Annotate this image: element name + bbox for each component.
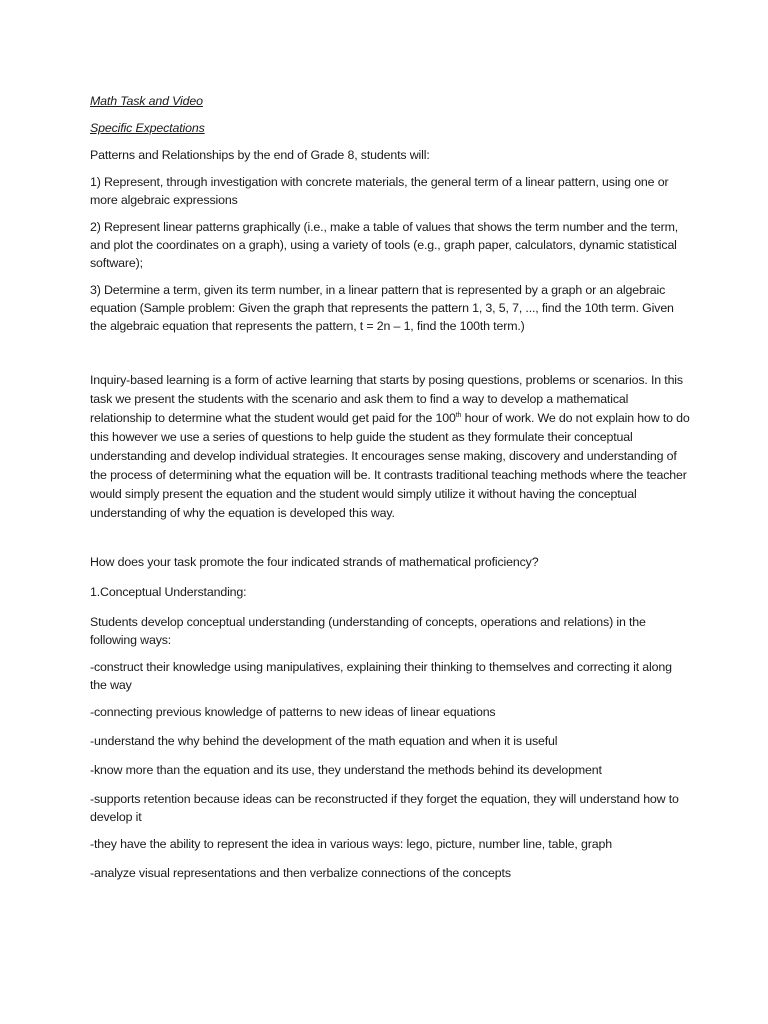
expectation-item: 3) Determine a term, given its term number, in a linear pattern that is represented by a graph or an algebraic equation (Sample problem: Given the graph that represents the pattern 1, 3, 5, 7, ..., find the 10th term. Given the algebraic equation that represents the pattern, t = 2n – 1, find the 100th term.) [90, 283, 674, 333]
inquiry-text-part2: hour of work. We do not explain how to do this however we use a series of questions to help guide the student as they formulate their conceptual understanding and develop individual strategies. It encourages sense making, discovery and understanding of the process of determining what the equation will be. It contrasts traditional teaching methods where the teacher would simply present the equation and the student would simply utilize it without having the conceptual understanding of why the equation is developed this way. [90, 411, 690, 520]
list-item: -understand the why behind the development of the math equation and when it is useful [90, 734, 558, 748]
strand-heading: 1.Conceptual Understanding: [90, 585, 247, 599]
expectation-item: 1) Represent, through investigation with concrete materials, the general term of a linear pattern, using one or more algebraic expressions [90, 175, 669, 207]
document-title: Math Task and Video [90, 94, 203, 108]
strand-intro: Students develop conceptual understanding (understanding of concepts, operations and relations) in the following ways: [90, 615, 646, 647]
list-item: -supports retention because ideas can be reconstructed if they forget the equation, they will understand how to develop it [90, 792, 679, 824]
document-page [90, 92, 690, 891]
proficiency-question: How does your task promote the four indicated strands of mathematical proficiency? [90, 555, 539, 569]
expectation-item: 2) Represent linear patterns graphically (i.e., make a table of values that shows the term number and the term, and plot the coordinates on a graph), using a variety of tools (e.g., graph paper, calculators, dynamic statistical software); [90, 220, 679, 270]
inquiry-paragraph [90, 371, 690, 523]
list-item: -construct their knowledge using manipulatives, explaining their thinking to themselves and correcting it along the way [90, 660, 672, 692]
expectations-intro: Patterns and Relationships by the end of Grade 8, students will: [90, 148, 430, 162]
inquiry-text-part1: Inquiry-based learning is a form of active learning that starts by posing questions, problems or scenarios. In this task we present the students with the scenario and ask them to find a way to develop a mathematical relationship to determine what the student would get paid for the 100 [90, 373, 683, 425]
list-item: -they have the ability to represent the idea in various ways: lego, picture, number line, table, graph [90, 837, 612, 851]
document-subtitle: Specific Expectations [90, 121, 205, 135]
list-item: -know more than the equation and its use, they understand the methods behind its development [90, 763, 602, 777]
list-item: -connecting previous knowledge of patterns to new ideas of linear equations [90, 705, 496, 719]
inquiry-superscript: th [455, 411, 462, 419]
list-item: -analyze visual representations and then verbalize connections of the concepts [90, 866, 511, 880]
